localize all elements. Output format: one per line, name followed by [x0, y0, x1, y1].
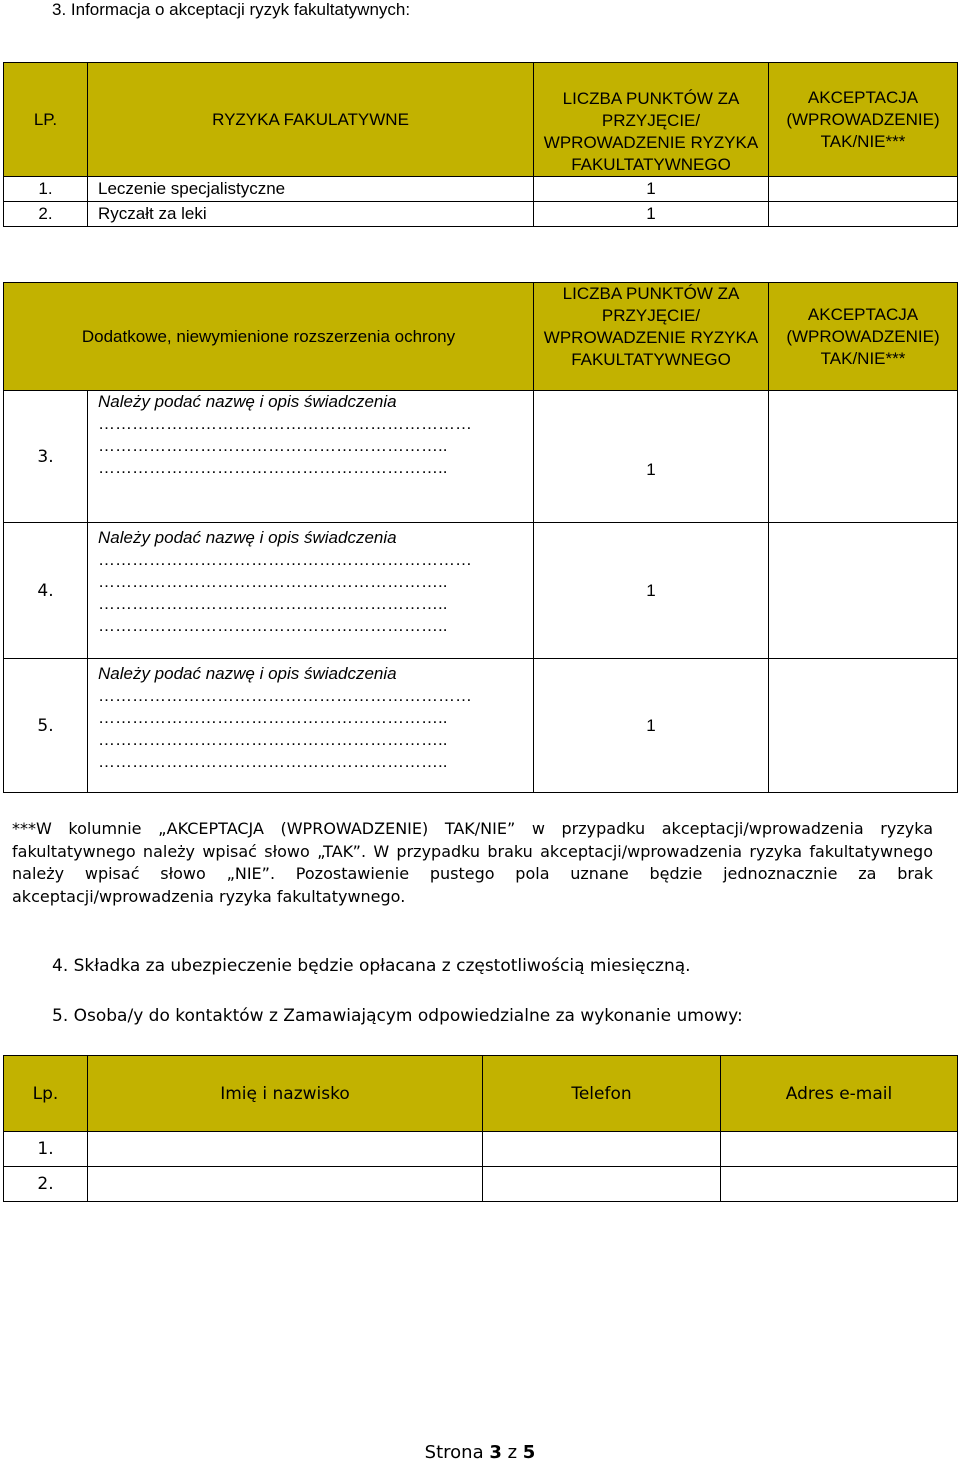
row-lp: 2.	[4, 202, 88, 227]
table-row	[4, 659, 958, 793]
header-points: LICZBA PUNKTÓW ZA PRZYJĘCIE/ WPROWADZENIE RYZYKA FAKULTATYWNEGO	[534, 283, 769, 391]
row-lp: 1.	[4, 1132, 88, 1167]
section-5-text: 5. Osoba/y do kontaktów z Zamawiającym odpowiedzialne za wykonanie umowy:	[52, 1006, 743, 1026]
page-footer	[0, 1442, 960, 1464]
dots-line[interactable]: ……………………………………………………..	[98, 730, 448, 749]
description-label: Należy podać nazwę i opis świadczenia	[98, 528, 397, 547]
row-description	[88, 659, 534, 793]
row-accept[interactable]	[769, 202, 958, 227]
description-label: Należy podać nazwę i opis świadczenia	[98, 664, 397, 683]
row-email[interactable]	[721, 1132, 958, 1167]
section-3-heading: 3. Informacja o akceptacji ryzyk fakultatywnych:	[52, 0, 411, 19]
dots-line[interactable]: …………………………………………………………	[98, 414, 472, 433]
dots-line[interactable]: ……………………………………………………..	[98, 572, 448, 591]
footer-current-page: 3	[489, 1442, 502, 1463]
table-row	[4, 202, 958, 227]
row-accept[interactable]	[769, 523, 958, 659]
dots-line[interactable]: ……………………………………………………..	[98, 616, 448, 635]
row-description	[88, 523, 534, 659]
header-lp: Lp.	[4, 1056, 88, 1132]
row-lp: 2.	[4, 1167, 88, 1202]
row-name: Ryczałt za leki	[88, 202, 534, 227]
row-points: 1	[534, 391, 769, 523]
dots-line[interactable]: …………………………………………………………	[98, 550, 472, 569]
header-lp: LP.	[4, 63, 88, 177]
table-row	[4, 1167, 958, 1202]
row-points: 1	[534, 523, 769, 659]
footer-middle: z	[501, 1442, 523, 1463]
row-description	[88, 391, 534, 523]
row-lp: 4.	[4, 523, 88, 659]
header-email: Adres e-mail	[721, 1056, 958, 1132]
row-accept[interactable]	[769, 177, 958, 202]
contacts-table	[3, 1055, 958, 1202]
table-row	[4, 523, 958, 659]
header-accept: AKCEPTACJA (WPROWADZENIE) TAK/NIE***	[769, 63, 958, 177]
header-risk: RYZYKA FAKULATYWNE	[88, 63, 534, 177]
footer-prefix: Strona	[424, 1442, 490, 1463]
header-points: LICZBA PUNKTÓW ZA PRZYJĘCIE/ WPROWADZENIE RYZYKA FAKULTATYWNEGO	[534, 63, 769, 177]
table-row	[4, 1132, 958, 1167]
footnote: ***W kolumnie „AKCEPTACJA (WPROWADZENIE) TAK/NIE” w przypadku akceptacji/wprowadzenia ryzyka fakultatywnego należy wpisać słowo „TAK”. W przypadku braku akceptacji/wprowadzenia ryzyka fakultatywnego należy wpisać słowo „NIE”. Pozostawienie pustego pola uznane będzie jednoznacznie za brak akceptacji/wprowadzenia ryzyka fakultatywnego.	[12, 819, 933, 906]
row-points: 1	[534, 177, 769, 202]
row-phone[interactable]	[483, 1167, 721, 1202]
header-phone: Telefon	[483, 1056, 721, 1132]
dots-line[interactable]: ……………………………………………………..	[98, 752, 448, 771]
dots-line[interactable]: ……………………………………………………..	[98, 594, 448, 613]
row-accept[interactable]	[769, 659, 958, 793]
additional-extensions-table	[3, 282, 958, 793]
row-points: 1	[534, 659, 769, 793]
row-accept[interactable]	[769, 391, 958, 523]
row-name[interactable]	[88, 1167, 483, 1202]
section-4-text: 4. Składka za ubezpieczenie będzie opłacana z częstotliwością miesięczną.	[52, 956, 691, 976]
header-extra: Dodatkowe, niewymienione rozszerzenia ochrony	[4, 283, 534, 391]
row-phone[interactable]	[483, 1132, 721, 1167]
row-name: Leczenie specjalistyczne	[88, 177, 534, 202]
dots-line[interactable]: ……………………………………………………..	[98, 458, 448, 477]
row-name[interactable]	[88, 1132, 483, 1167]
row-lp: 3.	[4, 391, 88, 523]
row-email[interactable]	[721, 1167, 958, 1202]
row-points: 1	[534, 202, 769, 227]
table-row	[4, 177, 958, 202]
header-accept: AKCEPTACJA (WPROWADZENIE) TAK/NIE***	[769, 283, 958, 391]
description-label: Należy podać nazwę i opis świadczenia	[98, 392, 397, 411]
header-name: Imię i nazwisko	[88, 1056, 483, 1132]
footer-total-pages: 5	[522, 1442, 536, 1463]
row-lp: 5.	[4, 659, 88, 793]
dots-line[interactable]: ……………………………………………………..	[98, 436, 448, 455]
row-lp: 1.	[4, 177, 88, 202]
facultative-risks-table	[3, 62, 958, 227]
dots-line[interactable]: …………………………………………………………	[98, 686, 472, 705]
dots-line[interactable]: ……………………………………………………..	[98, 708, 448, 727]
